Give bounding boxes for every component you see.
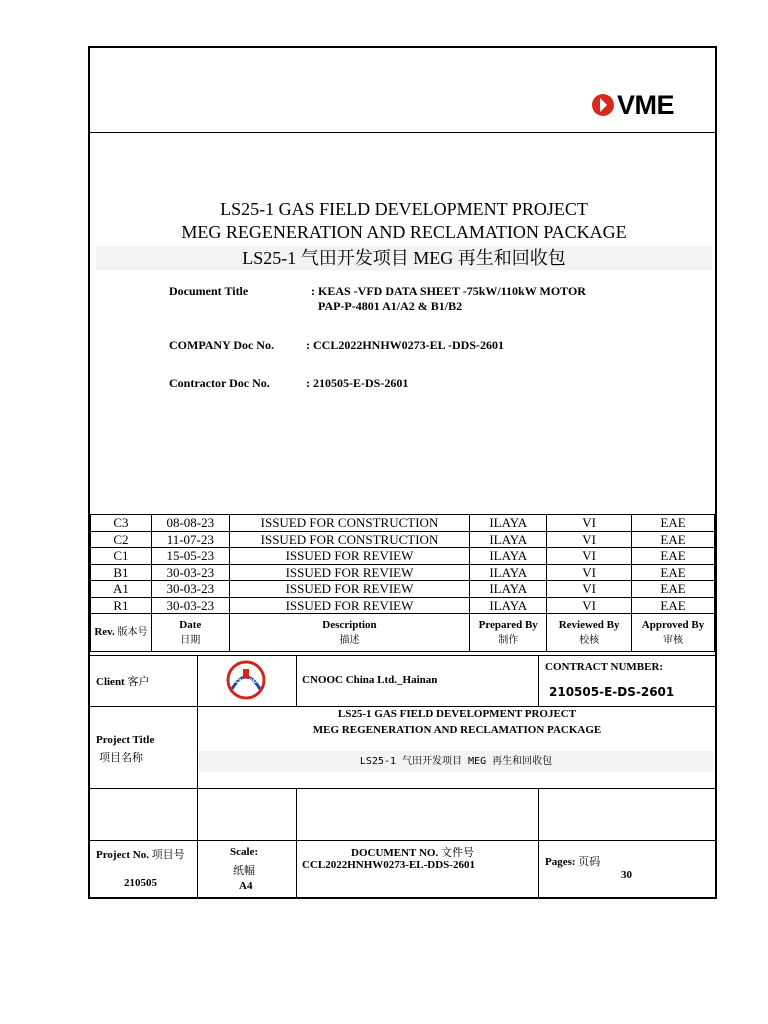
grid-line xyxy=(90,655,715,656)
company-doc-value: : CCL2022HNHW0273-EL -DDS-2601 xyxy=(306,338,505,352)
project-block-line2: MEG REGENERATION AND RECLAMATION PACKAGE xyxy=(312,724,602,736)
revision-prepared-cell: ILAYA xyxy=(470,564,547,581)
company-doc-label: COMPANY Doc No. xyxy=(169,338,274,352)
revision-rev-cell: A1 xyxy=(91,581,152,598)
contractor-doc-value: : 210505-E-DS-2601 xyxy=(306,376,409,390)
project-title-line2: MEG REGENERATION AND RECLAMATION PACKAGE xyxy=(181,222,627,242)
scale-label-cn: 纸幅 xyxy=(233,865,255,877)
reviewed-header: Reviewed By 校核 xyxy=(547,614,632,652)
client-label: Client 客户 xyxy=(96,676,150,688)
revision-date-cell: 30-03-23 xyxy=(151,564,229,581)
revision-approved-cell: EAE xyxy=(632,564,715,581)
document-title-label: Document Title xyxy=(169,284,249,298)
revision-description-cell: ISSUED FOR REVIEW xyxy=(229,548,470,565)
revision-row xyxy=(91,597,715,614)
document-title-value-2: PAP-P-4801 A1/A2 & B1/B2 xyxy=(318,299,463,313)
revision-row xyxy=(91,581,715,598)
grid-line xyxy=(197,655,198,897)
revision-rev-cell: C3 xyxy=(91,515,152,532)
revision-approved-cell: EAE xyxy=(632,597,715,614)
revision-prepared-cell: ILAYA xyxy=(470,597,547,614)
contract-number-value: 210505-E-DS-2601 xyxy=(549,685,675,699)
approved-header: Approved By 审核 xyxy=(632,614,715,652)
revision-date-cell: 30-03-23 xyxy=(151,581,229,598)
project-no-value: 210505 xyxy=(124,877,157,889)
revision-row xyxy=(91,564,715,581)
project-block-line1: LS25-1 GAS FIELD DEVELOPMENT PROJECT xyxy=(337,708,577,720)
client-name: CNOOC China Ltd._Hainan xyxy=(302,674,438,686)
revision-date-cell: 30-03-23 xyxy=(151,597,229,614)
date-header: Date 日期 xyxy=(151,614,229,652)
grid-line xyxy=(90,788,715,789)
revision-date-cell: 15-05-23 xyxy=(151,548,229,565)
revision-reviewed-cell: VI xyxy=(547,515,632,532)
revision-prepared-cell: ILAYA xyxy=(470,548,547,565)
revision-date-cell: 11-07-23 xyxy=(151,531,229,548)
revision-approved-cell: EAE xyxy=(632,531,715,548)
revision-description-cell: ISSUED FOR CONSTRUCTION xyxy=(229,531,470,548)
revision-row xyxy=(91,531,715,548)
revision-prepared-cell: ILAYA xyxy=(470,531,547,548)
cnooc-logo xyxy=(222,659,270,701)
grid-line xyxy=(296,655,297,706)
doc-no-value: CCL2022HNHW0273-EL-DDS-2601 xyxy=(302,859,475,871)
revision-rev-cell: R1 xyxy=(91,597,152,614)
cnooc-logo-text: CNOOC xyxy=(234,679,258,685)
project-block-cn: LS25-1 气田开发项目 MEG 再生和回收包 xyxy=(199,751,713,772)
revision-row xyxy=(91,548,715,565)
revision-description-cell: ISSUED FOR REVIEW xyxy=(229,581,470,598)
revision-header-row xyxy=(91,614,715,652)
project-title-label-cn: 项目名称 xyxy=(99,752,143,764)
revision-date-cell: 08-08-23 xyxy=(151,515,229,532)
revision-approved-cell: EAE xyxy=(632,581,715,598)
revision-reviewed-cell: VI xyxy=(547,564,632,581)
scale-label: Scale: xyxy=(230,846,259,858)
project-title-cn: LS25-1 气田开发项目 MEG 再生和回收包 xyxy=(96,246,712,270)
revision-reviewed-cell: VI xyxy=(547,548,632,565)
revision-description-cell: ISSUED FOR REVIEW xyxy=(229,597,470,614)
revision-description-cell: ISSUED FOR REVIEW xyxy=(229,564,470,581)
revision-reviewed-cell: VI xyxy=(547,531,632,548)
prepared-header: Prepared By 制作 xyxy=(470,614,547,652)
vme-logo xyxy=(592,84,704,126)
grid-line xyxy=(538,655,539,706)
description-header: Description 描述 xyxy=(229,614,470,652)
header-divider xyxy=(90,132,715,133)
rev-header: Rev. 版本号 xyxy=(91,614,152,652)
vme-logo-icon xyxy=(592,94,614,116)
scale-value: A4 xyxy=(239,880,253,892)
doc-no-label: DOCUMENT NO. 文件号 xyxy=(351,847,474,859)
revision-table xyxy=(90,514,715,652)
revision-approved-cell: EAE xyxy=(632,548,715,565)
pages-value: 30 xyxy=(621,869,632,881)
document-title-value-1: : KEAS -VFD DATA SHEET -75kW/110kW MOTOR xyxy=(311,284,586,298)
revision-rev-cell: C2 xyxy=(91,531,152,548)
revision-prepared-cell: ILAYA xyxy=(470,515,547,532)
revision-reviewed-cell: VI xyxy=(547,581,632,598)
revision-description-cell: ISSUED FOR CONSTRUCTION xyxy=(229,515,470,532)
revision-rev-cell: C1 xyxy=(91,548,152,565)
grid-line xyxy=(538,788,539,897)
revision-prepared-cell: ILAYA xyxy=(470,581,547,598)
pages-label: Pages: 页码 xyxy=(545,856,601,868)
project-title-line1: LS25-1 GAS FIELD DEVELOPMENT PROJECT xyxy=(220,199,588,219)
revision-rev-cell: B1 xyxy=(91,564,152,581)
contract-number-label: CONTRACT NUMBER: xyxy=(545,661,664,673)
grid-line xyxy=(90,706,715,707)
revision-approved-cell: EAE xyxy=(632,515,715,532)
grid-line xyxy=(90,840,715,841)
project-title-label: Project Title xyxy=(96,734,155,746)
contractor-doc-label: Contractor Doc No. xyxy=(169,376,270,390)
grid-line xyxy=(296,788,297,897)
revision-reviewed-cell: VI xyxy=(547,597,632,614)
project-no-label: Project No. 项目号 xyxy=(96,849,185,861)
vme-logo-text: VME xyxy=(617,89,675,120)
revision-row xyxy=(91,515,715,532)
